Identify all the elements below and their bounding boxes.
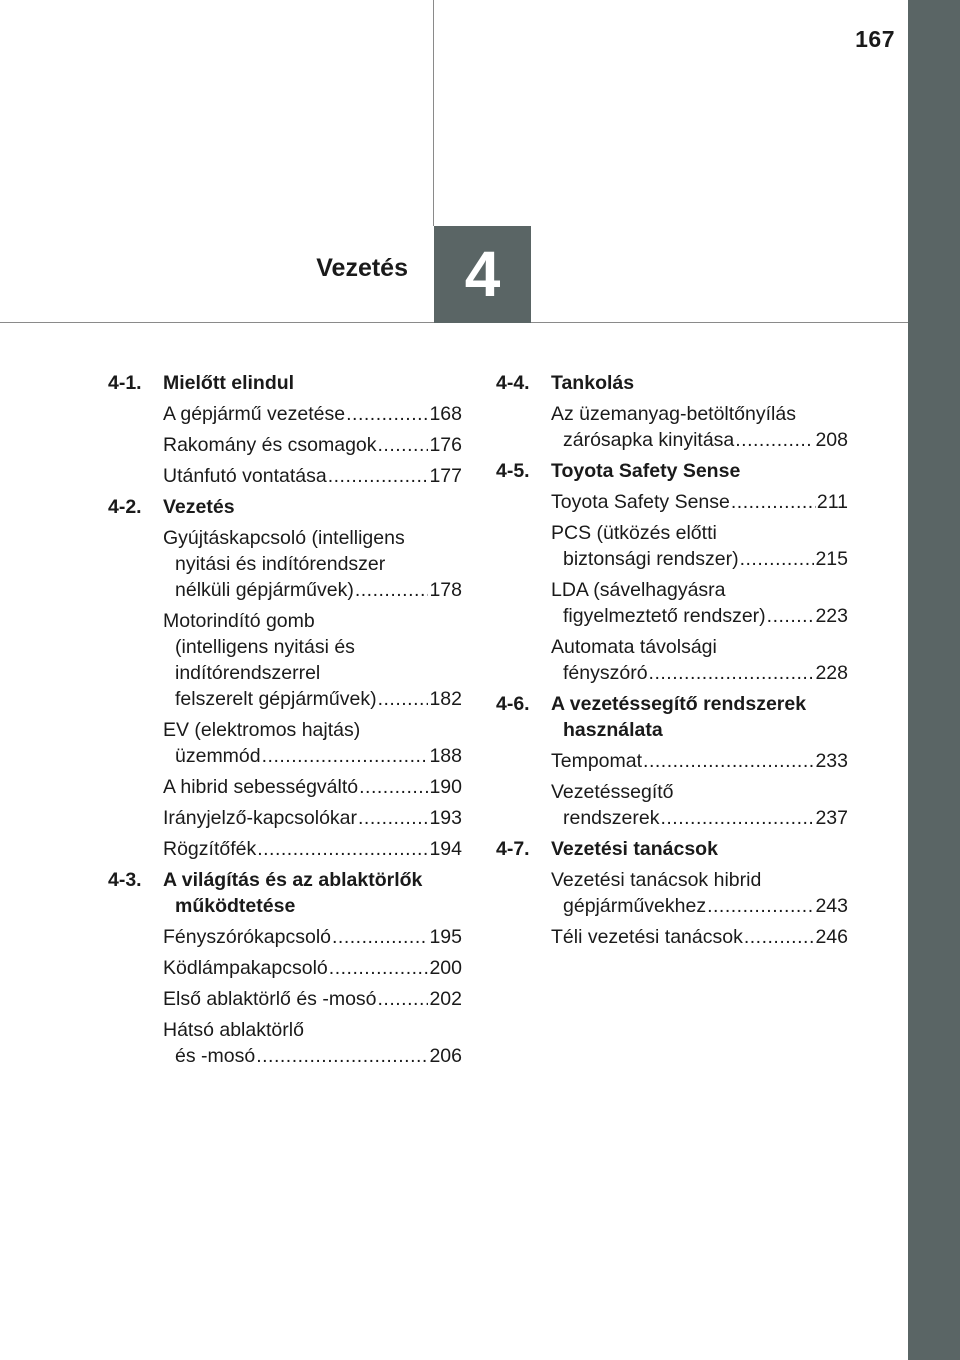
entry-text-line: EV (elektromos hajtás) — [163, 719, 361, 741]
entry-page: 178 — [429, 579, 462, 601]
entry-text-line: indítórendszerrel — [175, 662, 321, 684]
leader-dots — [378, 986, 429, 1012]
entry-text: Első ablaktörlő és -mosó — [163, 988, 377, 1010]
entry-text-line: Vezetéssegítő — [551, 781, 674, 803]
leader-dots — [332, 924, 428, 950]
toc-left-column — [108, 370, 462, 1074]
entry-text: Ködlámpakapcsoló — [163, 957, 328, 979]
leader-dots — [643, 748, 814, 774]
section-number: 4-4. — [496, 372, 530, 394]
leader-dots — [378, 432, 429, 458]
toc-section-4-4 — [496, 370, 848, 453]
leader-dots — [256, 1043, 428, 1069]
leader-dots — [744, 924, 815, 950]
leader-dots — [346, 401, 428, 427]
chapter-title: Vezetés — [316, 254, 408, 282]
leader-dots — [731, 489, 816, 515]
entry-page: 246 — [815, 926, 848, 948]
leader-dots — [359, 774, 428, 800]
entry-text-line: Vezetési tanácsok hibrid — [551, 869, 762, 891]
entry-page: 177 — [429, 465, 462, 487]
section-title: Toyota Safety Sense — [551, 460, 741, 482]
section-title-line: A világítás és az ablaktörlők — [163, 869, 423, 891]
entry-page: 195 — [429, 926, 462, 948]
section-heading[interactable] — [108, 494, 462, 520]
entry-page: 208 — [815, 429, 848, 451]
leader-dots — [649, 660, 815, 686]
entry-text-line: PCS (ütközés előtti — [551, 522, 717, 544]
entry-text-line: nyitási és indítórendszer — [175, 553, 386, 575]
entry-text-line: Motorindító gomb — [163, 610, 315, 632]
toc-entry[interactable] — [551, 779, 848, 831]
section-heading[interactable] — [108, 370, 462, 396]
entry-text-line: (intelligens nyitási és — [175, 636, 355, 658]
entry-text: Tempomat — [551, 750, 643, 772]
entry-page: 237 — [815, 807, 848, 829]
toc-entry[interactable] — [163, 805, 462, 831]
toc-entry[interactable] — [163, 401, 462, 427]
toc-entry[interactable] — [551, 520, 848, 572]
entry-page: 193 — [429, 807, 462, 829]
toc-entry[interactable] — [551, 577, 848, 629]
leader-dots — [328, 463, 429, 489]
entry-page: 190 — [429, 776, 462, 798]
section-title-line: használata — [563, 719, 663, 741]
entry-text-line: Gyújtáskapcsoló (intelligens — [163, 527, 405, 549]
toc-section-4-1 — [108, 370, 462, 489]
section-title — [163, 867, 462, 919]
toc-entry[interactable] — [163, 463, 462, 489]
entry-text: Fényszórókapcsoló — [163, 926, 331, 948]
chapter-side-tab — [908, 0, 960, 1360]
section-number: 4-7. — [496, 838, 530, 860]
entry-text-line: Az üzemanyag-betöltőnyílás — [551, 403, 796, 425]
leader-dots — [767, 603, 815, 629]
section-heading[interactable] — [108, 867, 462, 919]
section-title-line: működtetése — [175, 895, 296, 917]
section-number: 4-2. — [108, 496, 142, 518]
entry-text: biztonsági rendszer) — [563, 548, 739, 570]
entry-text: Toyota Safety Sense — [551, 491, 730, 513]
toc-section-4-3 — [108, 867, 462, 1069]
entry-text: A gépjármű vezetése — [163, 403, 346, 425]
section-title-line: A vezetéssegítő rendszerek — [551, 693, 807, 715]
entry-text: nélküli gépjárművek) — [175, 579, 354, 601]
section-number: 4-5. — [496, 460, 530, 482]
entry-page: 182 — [429, 688, 462, 710]
chapter-number-box: 4 — [434, 226, 531, 323]
entry-text-line: Hátsó ablaktörlő — [163, 1019, 304, 1041]
section-title: Vezetés — [163, 496, 235, 518]
leader-dots — [262, 743, 429, 769]
leader-dots — [378, 686, 429, 712]
toc-entry[interactable] — [163, 924, 462, 950]
entry-page: 202 — [429, 988, 462, 1010]
toc-section-4-5 — [496, 458, 848, 686]
section-number: 4-1. — [108, 372, 142, 394]
entry-text: és -mosó — [175, 1045, 256, 1067]
section-number: 4-6. — [496, 693, 530, 715]
leader-dots — [257, 836, 428, 862]
section-title — [551, 691, 848, 743]
entry-text: felszerelt gépjárművek) — [175, 688, 377, 710]
entry-page: 243 — [815, 895, 848, 917]
section-title: Vezetési tanácsok — [551, 838, 718, 860]
toc-entry[interactable] — [551, 489, 848, 515]
toc-entry[interactable] — [551, 867, 848, 919]
entry-text: A hibrid sebességváltó — [163, 776, 359, 798]
section-title: Mielőtt elindul — [163, 372, 295, 394]
toc-section-4-2 — [108, 494, 462, 862]
section-heading[interactable] — [496, 370, 848, 396]
leader-dots — [660, 805, 814, 831]
entry-text: fényszóró — [563, 662, 648, 684]
entry-text: Rakomány és csomagok — [163, 434, 377, 456]
toc-entry[interactable] — [163, 986, 462, 1012]
entry-text-line: LDA (sávelhagyásra — [551, 579, 726, 601]
entry-page: 233 — [815, 750, 848, 772]
page-number: 167 — [855, 26, 895, 52]
entry-text: gépjárművekhez — [563, 895, 707, 917]
toc-entry[interactable] — [163, 1017, 462, 1069]
section-heading[interactable] — [496, 836, 848, 862]
toc-entry[interactable] — [551, 634, 848, 686]
entry-text: rendszerek — [563, 807, 660, 829]
entry-text: figyelmeztető rendszer) — [563, 605, 766, 627]
leader-dots — [355, 577, 429, 603]
toc-section-4-6 — [496, 691, 848, 831]
entry-page: 215 — [815, 548, 848, 570]
toc-entry[interactable] — [163, 608, 462, 712]
toc-entry[interactable] — [163, 525, 462, 603]
toc-entry[interactable] — [163, 836, 462, 862]
entry-page: 211 — [816, 491, 848, 513]
leader-dots — [740, 546, 815, 572]
toc-entry[interactable] — [551, 748, 848, 774]
entry-page: 206 — [429, 1045, 462, 1067]
toc-entry[interactable] — [163, 955, 462, 981]
toc-entry[interactable] — [551, 401, 848, 453]
section-title: Tankolás — [551, 372, 635, 394]
toc-entry[interactable] — [163, 717, 462, 769]
entry-text: üzemmód — [175, 745, 261, 767]
entry-page: 228 — [815, 662, 848, 684]
entry-page: 176 — [429, 434, 462, 456]
leader-dots — [329, 955, 429, 981]
entry-page: 168 — [429, 403, 462, 425]
leader-dots — [707, 893, 814, 919]
entry-page: 194 — [429, 838, 462, 860]
vertical-rule — [433, 0, 434, 226]
entry-text: Irányjelző-kapcsolókar — [163, 807, 358, 829]
entry-page: 188 — [429, 745, 462, 767]
entry-text: Rögzítőfék — [163, 838, 257, 860]
entry-page: 200 — [429, 957, 462, 979]
leader-dots — [358, 805, 428, 831]
leader-dots — [735, 427, 814, 453]
toc-entry[interactable] — [551, 924, 848, 950]
section-heading[interactable] — [496, 458, 848, 484]
entry-text: zárósapka kinyitása — [563, 429, 735, 451]
toc-section-4-7 — [496, 836, 848, 950]
entry-text: Téli vezetési tanácsok — [551, 926, 743, 948]
entry-text: Utánfutó vontatása — [163, 465, 327, 487]
toc-entry[interactable] — [163, 774, 462, 800]
entry-text-line: Automata távolsági — [551, 636, 717, 658]
section-heading[interactable] — [496, 691, 848, 743]
toc-right-column — [496, 370, 848, 955]
section-number: 4-3. — [108, 869, 142, 891]
entry-page: 223 — [815, 605, 848, 627]
toc-entry[interactable] — [163, 432, 462, 458]
